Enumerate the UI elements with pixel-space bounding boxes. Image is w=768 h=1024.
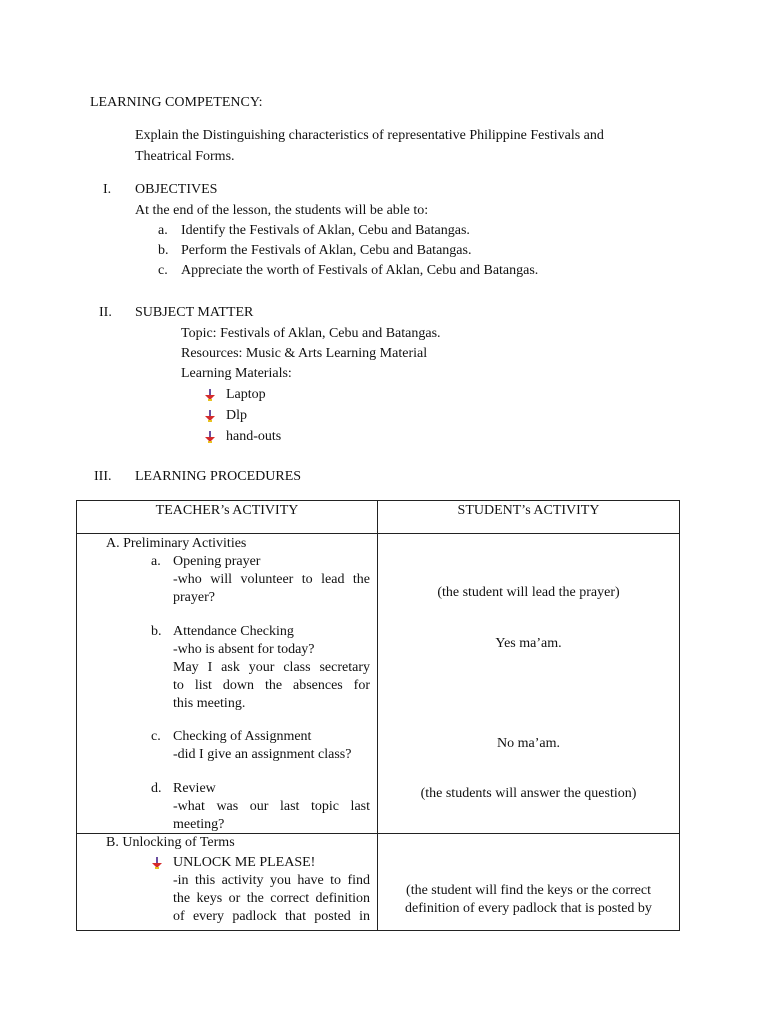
review-question-cont: meeting?: [173, 817, 225, 832]
item-letter: c.: [151, 729, 161, 744]
item-letter: a.: [151, 554, 161, 569]
student-response-unlock-line: (the student will find the keys or the correct: [406, 883, 651, 898]
material-item: Dlp: [226, 408, 247, 423]
objective-item-a: Identify the Festivals of Aklan, Cebu and Batangas.: [181, 223, 470, 238]
student-response-unlock-line: definition of every padlock that is posted by: [405, 901, 652, 916]
unlock-activity-title: UNLOCK ME PLEASE!: [173, 855, 316, 870]
student-response-assignment: No ma’am.: [497, 736, 560, 751]
procedures-table: [76, 500, 680, 931]
student-response-review: (the students will answer the question): [420, 786, 637, 801]
competency-text-line1: Explain the Distinguishing characteristics of representative Philippine Festivals and: [135, 128, 604, 143]
arrow-bullet-icon: [204, 431, 216, 443]
attendance-title: Attendance Checking: [173, 624, 294, 639]
procedures-numeral: III.: [94, 469, 112, 484]
procedures-title: LEARNING PROCEDURES: [135, 469, 302, 484]
subject-resources: Resources: Music & Arts Learning Material: [181, 346, 428, 361]
teacher-activity-header: TEACHER’s ACTIVITY: [155, 503, 299, 518]
arrow-bullet-icon: [204, 410, 216, 422]
attendance-question: -who is absent for today?: [173, 642, 315, 657]
student-response-prayer: (the student will lead the prayer): [437, 585, 620, 600]
student-response-attendance: Yes ma’am.: [495, 636, 562, 651]
subject-materials-label: Learning Materials:: [181, 366, 292, 381]
competency-text-line2: Theatrical Forms.: [135, 149, 235, 164]
subject-numeral: II.: [99, 305, 112, 320]
teacher-cell-unlocking: [77, 834, 378, 931]
section-a-label: A. Preliminary Activities: [106, 536, 247, 551]
attendance-line: May I ask your class secretary: [173, 660, 370, 675]
attendance-line: to list down the absences for: [173, 678, 370, 693]
attendance-line: this meeting.: [173, 696, 246, 711]
table-row: [77, 834, 680, 931]
unlock-activity-line: the keys or the correct definition: [173, 891, 370, 906]
subject-title: SUBJECT MATTER: [135, 305, 254, 320]
objective-item-c: Appreciate the worth of Festivals of Aklan, Cebu and Batangas.: [181, 263, 539, 278]
student-cell-unlocking: [378, 834, 680, 931]
section-b-label: B. Unlocking of Terms: [106, 835, 235, 850]
subject-topic: Topic: Festivals of Aklan, Cebu and Batangas.: [181, 326, 441, 341]
review-question: -what was our last topic last: [173, 799, 370, 814]
objectives-title: OBJECTIVES: [135, 182, 218, 197]
opening-prayer-title: Opening prayer: [173, 554, 261, 569]
material-item: Laptop: [226, 387, 266, 402]
student-activity-header: STUDENT’s ACTIVITY: [457, 503, 600, 518]
arrow-bullet-icon: [151, 857, 163, 869]
competency-heading: LEARNING COMPETENCY:: [90, 95, 263, 110]
objective-letter-b: b.: [158, 243, 169, 258]
table-row: [77, 534, 680, 834]
assignment-title: Checking of Assignment: [173, 729, 312, 744]
item-letter: d.: [151, 781, 162, 796]
student-cell-preliminary: [378, 534, 680, 834]
unlock-activity-line: of every padlock that posted in: [173, 909, 370, 924]
assignment-question: -did I give an assignment class?: [173, 747, 352, 762]
teacher-header-cell: [77, 501, 378, 534]
opening-prayer-question: -who will volunteer to lead the: [173, 572, 370, 587]
material-item: hand-outs: [226, 429, 282, 444]
arrow-bullet-icon: [204, 389, 216, 401]
objective-letter-c: c.: [158, 263, 168, 278]
objective-letter-a: a.: [158, 223, 168, 238]
objectives-intro: At the end of the lesson, the students will be able to:: [135, 203, 429, 218]
objective-item-b: Perform the Festivals of Aklan, Cebu and Batangas.: [181, 243, 472, 258]
opening-prayer-question-cont: prayer?: [173, 590, 215, 605]
objectives-numeral: I.: [103, 182, 112, 197]
item-letter: b.: [151, 624, 162, 639]
review-title: Review: [173, 781, 216, 796]
student-header-cell: [378, 501, 680, 534]
unlock-activity-line: -in this activity you have to find: [173, 873, 370, 888]
teacher-cell-preliminary: [77, 534, 378, 834]
table-header-row: [77, 501, 680, 534]
